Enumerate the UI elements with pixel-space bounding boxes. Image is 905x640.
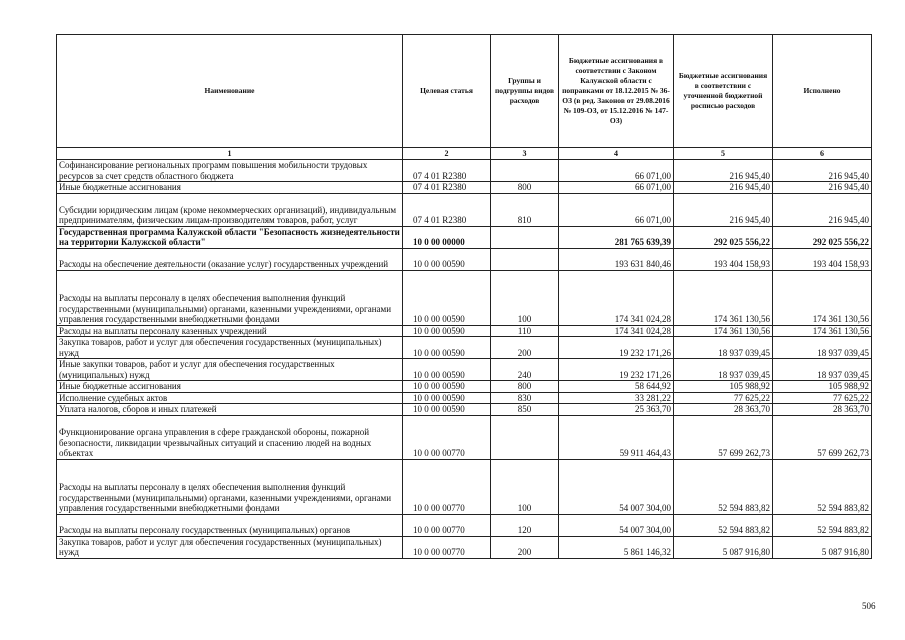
row-value-5: 18 937 039,45	[674, 359, 773, 381]
row-group: 110	[491, 325, 559, 337]
row-group	[491, 160, 559, 182]
table-row	[57, 248, 872, 270]
row-group: 100	[491, 270, 559, 325]
table-row	[57, 193, 872, 226]
row-group: 800	[491, 182, 559, 194]
row-name: Иные закупки товаров, работ и услуг для обеспечения государственных (муниципальных) нужд	[57, 359, 403, 381]
row-target-code: 07 4 01 R2380	[403, 182, 491, 194]
row-value-5: 52 594 883,82	[674, 459, 773, 514]
row-value-5: 216 945,40	[674, 160, 773, 182]
row-group: 240	[491, 359, 559, 381]
row-name: Уплата налогов, сборов и иных платежей	[57, 404, 403, 416]
row-group	[491, 415, 559, 459]
row-value-4: 59 911 464,43	[559, 415, 674, 459]
row-value-4: 174 341 024,28	[559, 270, 674, 325]
row-value-4: 33 281,22	[559, 392, 674, 404]
row-value-6: 216 945,40	[773, 193, 872, 226]
row-value-5: 174 361 130,56	[674, 325, 773, 337]
row-value-6: 28 363,70	[773, 404, 872, 416]
row-value-5: 52 594 883,82	[674, 514, 773, 536]
row-group: 120	[491, 514, 559, 536]
row-target-code: 10 0 00 00770	[403, 536, 491, 558]
row-value-4: 66 071,00	[559, 160, 674, 182]
row-value-6: 174 361 130,56	[773, 325, 872, 337]
row-value-4: 54 007 304,00	[559, 514, 674, 536]
table-row	[57, 226, 872, 248]
row-name: Исполнение судебных актов	[57, 392, 403, 404]
row-value-6: 292 025 556,22	[773, 226, 872, 248]
row-name: Закупка товаров, работ и услуг для обеспечения государственных (муниципальных) нужд	[57, 337, 403, 359]
row-group	[491, 248, 559, 270]
row-value-6: 193 404 158,93	[773, 248, 872, 270]
col-number: 6	[773, 148, 872, 160]
table-row	[57, 514, 872, 536]
row-value-6: 77 625,22	[773, 392, 872, 404]
row-target-code: 10 0 00 00590	[403, 359, 491, 381]
col-number: 2	[403, 148, 491, 160]
header-groups: Группы и подгруппы видов расходов	[491, 35, 559, 148]
row-value-4: 66 071,00	[559, 193, 674, 226]
row-target-code: 10 0 00 00770	[403, 415, 491, 459]
row-value-5: 216 945,40	[674, 193, 773, 226]
row-value-4: 193 631 840,46	[559, 248, 674, 270]
row-name: Расходы на выплаты персоналу в целях обеспечения выполнения функций государственными (муниципальными) органами, казенными учреждениями, органами управления государственными внебюджетными фондами	[57, 270, 403, 325]
row-value-5: 5 087 916,80	[674, 536, 773, 558]
row-value-5: 174 361 130,56	[674, 270, 773, 325]
header-col6: Исполнено	[773, 35, 872, 148]
row-value-5: 292 025 556,22	[674, 226, 773, 248]
row-target-code: 10 0 00 00590	[403, 325, 491, 337]
row-name: Функционирование органа управления в сфере гражданской обороны, пожарной безопасности, ликвидации чрезвычайных ситуаций и спасению людей на водных объектах	[57, 415, 403, 459]
row-target-code: 10 0 00 00590	[403, 404, 491, 416]
row-value-6: 57 699 262,73	[773, 415, 872, 459]
row-group: 100	[491, 459, 559, 514]
row-group	[491, 226, 559, 248]
row-value-4: 25 363,70	[559, 404, 674, 416]
table-row	[57, 337, 872, 359]
row-value-4: 5 861 146,32	[559, 536, 674, 558]
row-value-6: 18 937 039,45	[773, 337, 872, 359]
header-col4: Бюджетные ассигнования в соответствии с Законом Калужской области с поправками от 18.12.2015 № 36-ОЗ (в ред. Законов от 29.08.2016 № 109-ОЗ, от 15.12.2016 № 147-ОЗ)	[559, 35, 674, 148]
table-row	[57, 359, 872, 381]
page-number: 506	[862, 601, 876, 611]
row-value-5: 216 945,40	[674, 182, 773, 194]
row-value-5: 18 937 039,45	[674, 337, 773, 359]
row-name: Расходы на выплаты персоналу государственных (муниципальных) органов	[57, 514, 403, 536]
row-target-code: 10 0 00 00590	[403, 381, 491, 393]
table-row	[57, 536, 872, 558]
row-name: Расходы на обеспечение деятельности (оказание услуг) государственных учреждений	[57, 248, 403, 270]
row-group: 800	[491, 381, 559, 393]
row-name: Софинансирование региональных программ повышения мобильности трудовых ресурсов за счет средств областного бюджета	[57, 160, 403, 182]
row-name: Иные бюджетные ассигнования	[57, 381, 403, 393]
row-target-code: 10 0 00 00590	[403, 270, 491, 325]
row-value-6: 216 945,40	[773, 182, 872, 194]
col-number: 5	[674, 148, 773, 160]
table-row	[57, 160, 872, 182]
table-row	[57, 415, 872, 459]
row-target-code: 10 0 00 00590	[403, 392, 491, 404]
col-number: 3	[491, 148, 559, 160]
table-row	[57, 392, 872, 404]
row-value-5: 193 404 158,93	[674, 248, 773, 270]
row-target-code: 10 0 00 00770	[403, 459, 491, 514]
row-value-4: 174 341 024,28	[559, 325, 674, 337]
row-group: 830	[491, 392, 559, 404]
row-value-6: 18 937 039,45	[773, 359, 872, 381]
row-value-6: 5 087 916,80	[773, 536, 872, 558]
row-name: Закупка товаров, работ и услуг для обеспечения государственных (муниципальных) нужд	[57, 536, 403, 558]
row-target-code: 10 0 00 00590	[403, 337, 491, 359]
row-name: Расходы на выплаты персоналу казенных учреждений	[57, 325, 403, 337]
row-group: 200	[491, 536, 559, 558]
row-target-code: 10 0 00 00590	[403, 248, 491, 270]
row-group: 810	[491, 193, 559, 226]
row-value-4: 58 644,92	[559, 381, 674, 393]
row-name: Иные бюджетные ассигнования	[57, 182, 403, 194]
row-value-4: 54 007 304,00	[559, 459, 674, 514]
row-name: Субсидии юридическим лицам (кроме некоммерческих организаций), индивидуальным предпринимателям, физическим лицам-производителям товаров, работ, услуг	[57, 193, 403, 226]
row-group: 200	[491, 337, 559, 359]
row-value-5: 77 625,22	[674, 392, 773, 404]
row-value-6: 174 361 130,56	[773, 270, 872, 325]
header-name: Наименование	[57, 35, 403, 148]
row-name: Расходы на выплаты персоналу в целях обеспечения выполнения функций государственными (муниципальными) органами, казенными учреждениями, органами управления государственными внебюджетными фондами	[57, 459, 403, 514]
row-target-code: 10 0 00 00000	[403, 226, 491, 248]
row-value-5: 105 988,92	[674, 381, 773, 393]
header-target: Целевая статья	[403, 35, 491, 148]
row-value-6: 52 594 883,82	[773, 459, 872, 514]
row-value-6: 52 594 883,82	[773, 514, 872, 536]
budget-table	[56, 34, 872, 559]
row-value-4: 66 071,00	[559, 182, 674, 194]
table-row	[57, 270, 872, 325]
row-value-4: 19 232 171,26	[559, 337, 674, 359]
row-target-code: 10 0 00 00770	[403, 514, 491, 536]
row-value-5: 57 699 262,73	[674, 415, 773, 459]
row-target-code: 07 4 01 R2380	[403, 193, 491, 226]
row-value-6: 216 945,40	[773, 160, 872, 182]
row-group: 850	[491, 404, 559, 416]
header-col5: Бюджетные ассигнования в соответствии с уточненной бюджетной росписью расходов	[674, 35, 773, 148]
row-value-5: 28 363,70	[674, 404, 773, 416]
table-row	[57, 381, 872, 393]
row-value-4: 19 232 171,26	[559, 359, 674, 381]
row-value-4: 281 765 639,39	[559, 226, 674, 248]
row-target-code: 07 4 01 R2380	[403, 160, 491, 182]
col-number: 4	[559, 148, 674, 160]
row-name: Государственная программа Калужской области "Безопасность жизнедеятельности на территории Калужской области"	[57, 226, 403, 248]
table-row	[57, 182, 872, 194]
row-value-6: 105 988,92	[773, 381, 872, 393]
table-row	[57, 459, 872, 514]
col-number: 1	[57, 148, 403, 160]
table-row	[57, 325, 872, 337]
table-row	[57, 404, 872, 416]
